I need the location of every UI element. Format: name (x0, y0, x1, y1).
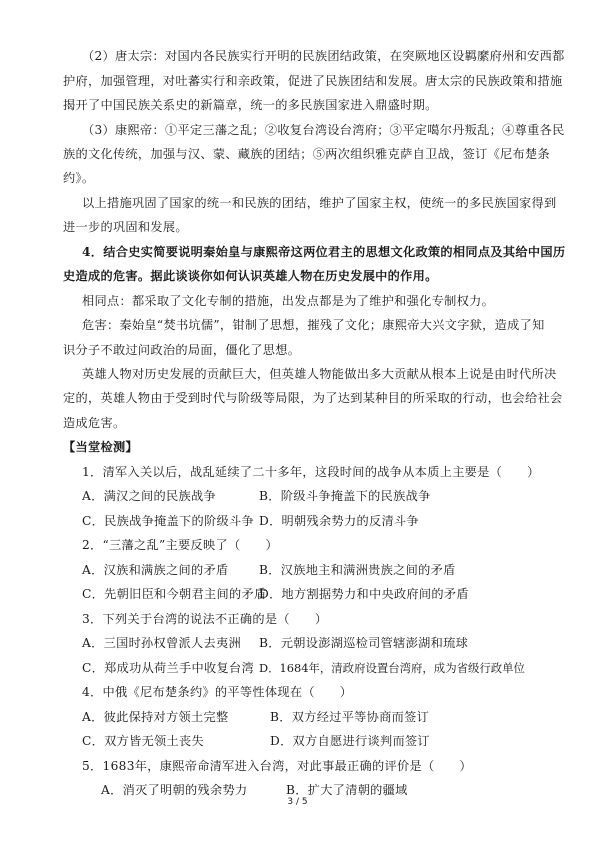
tang-line-3: 揭开了中国民族关系史的新篇章，统一的多民族国家进入鼎盛时期。 (63, 98, 438, 112)
q4-title-line-1: 4．结合史实简要说明秦始皇与康熙帝这两位君主的思想文化政策的相同点及其给中国历 (82, 245, 566, 259)
question-3-option-c: C．郑成功从荷兰手中收复台湾 (82, 661, 254, 675)
q4-hero-line-2: 定的，英雄人物由于受到时代与阶级等局限，为了达到某种目的所采取的行动，也会给社会 (63, 391, 563, 405)
tang-line-1: （2）唐太宗：对国内各民族实行开明的民族团结政策，在突厥地区设羁縻府州和安西都 (82, 49, 565, 63)
question-1-option-a: A．满汉之间的民族战争 (82, 489, 216, 503)
kangxi-line-2: 族的文化传统，加强与汉、蒙、藏族的团结；⑤两次组织雅克萨自卫战，签订《尼布楚条 (63, 147, 551, 161)
question-3-option-d: D．1684年，清政府设置台湾府，成为省级行政单位 (259, 661, 525, 675)
question-2-option-a: A．汉族和满族之间的矛盾 (82, 563, 229, 577)
q4-title-line-2: 史造成的危害。据此谈谈你如何认识英雄人物在历史发展中的作用。 (63, 269, 438, 283)
q4-hero-line-3: 造成危害。 (63, 416, 126, 430)
q4-harm-line-1: 危害：秦始皇“焚书坑儒”，钳制了思想，摧残了文化；康熙帝大兴文字狱，造成了知 (82, 318, 545, 332)
q4-harm-line-2: 识分子不敢过问政治的局面，僵化了思想。 (63, 343, 301, 357)
section-title: 【当堂检测】 (63, 440, 138, 454)
question-4-option-c: C．双方皆无领土丧失 (82, 734, 205, 748)
kangxi-line-1: （3）康熙帝：①平定三藩之乱；②收复台湾设台湾府；③平定噶尔丹叛乱；④尊重各民 (82, 123, 565, 137)
question-1-option-b: B．阶级斗争掩盖下的民族战争 (259, 489, 431, 503)
question-1-stem: 1．清军入关以后，战乱延续了二十多年，这段时间的战争从本质上主要是（ ） (82, 465, 540, 479)
question-2-option-d: D．地方割据势力和中央政府间的矛盾 (259, 587, 469, 601)
question-5-option-a: A．消灭了明朝的残余势力 (101, 783, 248, 797)
question-4-option-a: A．彼此保持对方领土完整 (82, 710, 229, 724)
question-3-option-b: B．元朝设澎湖巡检司管辖澎湖和琉球 (259, 636, 469, 650)
summary-line-1: 以上措施巩固了国家的统一和民族的团结，维护了国家主权，使统一的多民族国家得到 (82, 196, 557, 210)
q4-same: 相同点：都采取了文化专制的措施，出发点都是为了维护和强化专制权力。 (82, 294, 495, 308)
kangxi-line-3: 约》。 (63, 171, 95, 185)
page-number: 3 / 5 (287, 797, 308, 807)
question-2-option-b: B．汉族地主和满洲贵族之间的矛盾 (259, 563, 456, 577)
question-1-option-c: C．民族战争掩盖下的阶级斗争 (82, 514, 254, 528)
question-2-option-c: C．先朝旧臣和今朝君主间的矛盾 (82, 587, 267, 601)
question-4-stem: 4．中俄《尼布楚条约》的平等性体现在（ ） (82, 685, 353, 699)
question-5-stem: 5．1683年，康熙帝命清军进入台湾，对此事最正确的评价是（ ） (82, 759, 472, 773)
q4-hero-line-1: 英雄人物对历史发展的贡献巨大，但英雄人物能做出多大贡献从根本上说是由时代所决 (82, 367, 557, 381)
question-4-option-b: B．双方经过平等协商而签订 (270, 710, 430, 724)
question-5-option-b: B．扩大了清朝的疆域 (286, 783, 408, 797)
tang-line-2: 护府，加强管理，对吐蕃实行和亲政策，促进了民族团结和发展。唐太宗的民族政策和措施 (63, 74, 563, 88)
question-3-option-a: A．三国时孙权曾派人去夷洲 (82, 636, 241, 650)
question-3-stem: 3．下列关于台湾的说法不正确的是（ ） (82, 612, 328, 626)
question-2-stem: 2．“三藩之乱”主要反映了（ ） (82, 538, 278, 552)
summary-line-2: 进一步的巩固和发展。 (63, 220, 188, 234)
question-4-option-d: D．双方自愿进行谈判而签订 (270, 734, 430, 748)
question-1-option-d: D．明朝残余势力的反清斗争 (259, 514, 419, 528)
